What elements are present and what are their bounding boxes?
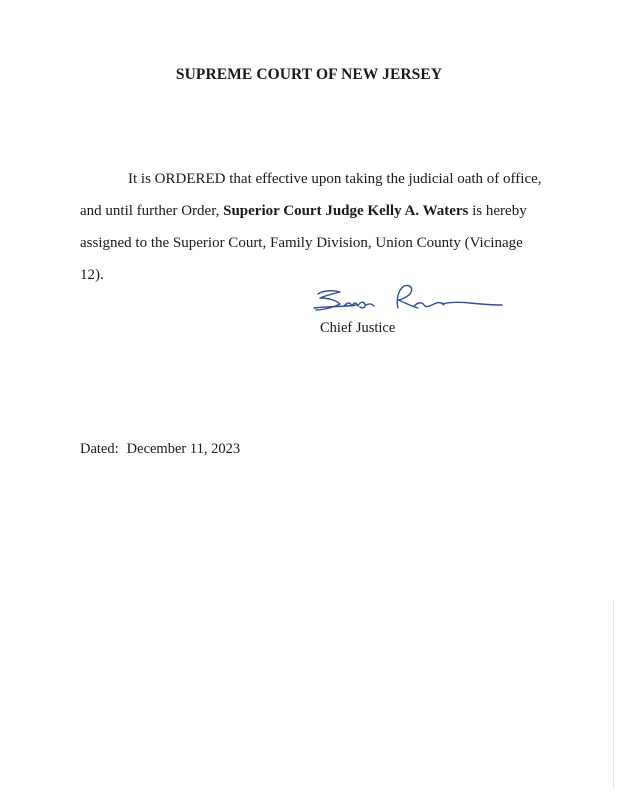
order-line-1: It is ORDERED that effective upon taking the judicial oath of office, [128, 171, 542, 187]
signature-image [310, 278, 510, 318]
order-line-4: 12). [80, 267, 104, 283]
dated-value: December 11, 2023 [126, 441, 241, 457]
order-line-2 [80, 195, 540, 227]
scan-edge-line [613, 600, 614, 790]
order-line-2-post: is hereby [468, 203, 527, 219]
order-line-3: assigned to the Superior Court, Family Division, Union County (Vicinage [80, 235, 523, 251]
order-line-2-pre: and until further Order, [80, 203, 224, 219]
order-body [80, 163, 540, 291]
dated-label: Dated: [80, 441, 119, 457]
judge-name: Superior Court Judge Kelly A. Waters [223, 203, 469, 219]
dated-line [80, 441, 240, 458]
signature-caption: Chief Justice [320, 320, 396, 336]
court-title: SUPREME COURT OF NEW JERSEY [175, 66, 443, 83]
